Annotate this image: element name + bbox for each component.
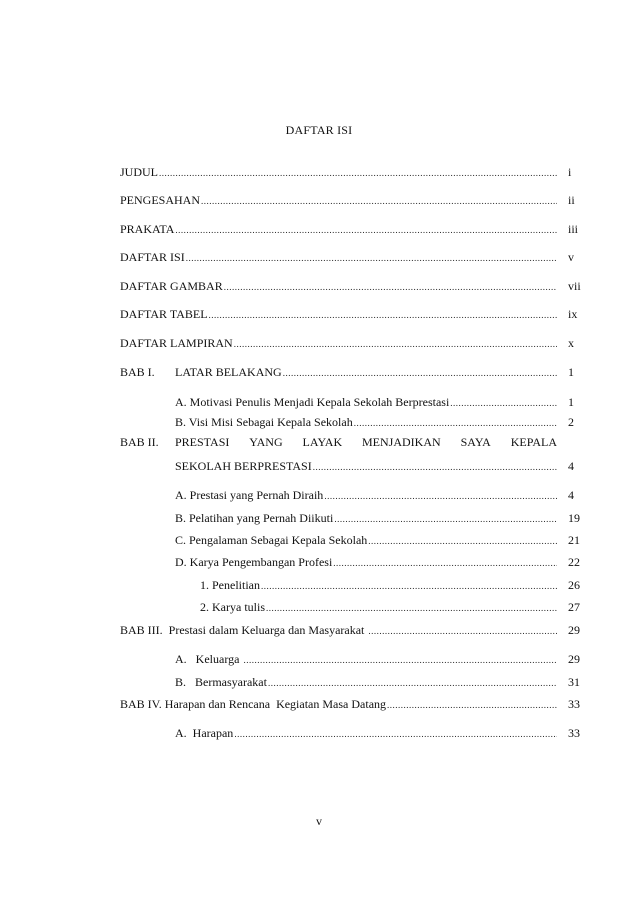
leader-dots	[224, 279, 557, 295]
toc-entry-page: 29	[568, 652, 580, 666]
toc-entry-page: 33	[568, 726, 580, 740]
page-number-footer: v	[316, 814, 322, 828]
heading-word: MENJADIKAN	[362, 435, 441, 449]
leader-dots	[333, 555, 557, 571]
heading-word: PRESTASI	[175, 435, 230, 449]
toc-entry-label: D. Karya Pengembangan Profesi	[175, 555, 333, 569]
toc-entry-page: 1	[568, 365, 574, 379]
leader-dots	[324, 488, 557, 504]
toc-entry-label: B. Bermasyarakat	[175, 675, 267, 689]
toc-entry-page: ix	[568, 307, 578, 321]
chapter-number: BAB I.	[120, 365, 155, 379]
toc-entry-page: x	[568, 336, 574, 350]
toc-entry-page: 4	[568, 459, 574, 473]
heading-word: YANG	[249, 435, 283, 449]
toc-entry-page: i	[568, 165, 572, 179]
leader-dots	[175, 222, 557, 238]
toc-entry-daftar-tabel[interactable]	[120, 306, 557, 322]
toc-entry-page: 27	[568, 600, 580, 614]
toc-subentry[interactable]	[175, 394, 557, 410]
toc-entry-page: 29	[568, 623, 580, 637]
toc-entry-bab1[interactable]	[175, 364, 557, 380]
leader-dots	[201, 193, 557, 209]
toc-entry-daftar-lampiran[interactable]	[120, 335, 557, 351]
toc-entry-judul[interactable]	[120, 164, 557, 180]
toc-subsubentry[interactable]	[200, 599, 557, 615]
leader-dots	[354, 415, 557, 431]
toc-entry-label: DAFTAR LAMPIRAN	[120, 336, 233, 350]
toc-subentry[interactable]	[175, 487, 557, 503]
toc-entry-page: 2	[568, 415, 574, 429]
toc-entry-label: BAB III. Prestasi dalam Keluarga dan Masyarakat	[120, 623, 368, 637]
toc-entry-label: BAB IV. Harapan dan Rencana Kegiatan Masa Datang	[120, 697, 387, 711]
leader-dots	[268, 675, 557, 691]
toc-entry-page: 26	[568, 578, 580, 592]
toc-subsubentry[interactable]	[200, 577, 557, 593]
toc-entry-label: A. Keluarga	[175, 652, 243, 666]
leader-dots	[313, 459, 557, 475]
leader-dots	[209, 307, 557, 323]
toc-entry-label: SEKOLAH BERPRESTASI	[175, 459, 312, 473]
leader-dots	[368, 623, 557, 639]
toc-entry-label: PENGESAHAN	[120, 193, 201, 207]
toc-entry-page: 33	[568, 697, 580, 711]
toc-entry-label: DAFTAR ISI	[120, 250, 185, 264]
toc-entry-bab2-line1[interactable]	[175, 434, 557, 450]
toc-subentry[interactable]	[175, 554, 557, 570]
toc-entry-label: A. Prestasi yang Pernah Diraih	[175, 488, 324, 502]
toc-entry-page: 21	[568, 533, 580, 547]
toc-entry-prakata[interactable]	[120, 221, 557, 237]
leader-dots	[387, 697, 557, 713]
toc-subentry[interactable]	[175, 651, 557, 667]
leader-dots	[159, 165, 557, 181]
toc-entry-page: 1	[568, 395, 574, 409]
heading-word: KEPALA	[510, 435, 557, 449]
heading-word: LAYAK	[302, 435, 343, 449]
toc-entry-pengesahan[interactable]	[120, 192, 557, 208]
leader-dots	[186, 250, 557, 266]
toc-entry-page: ii	[568, 193, 575, 207]
page-title: DAFTAR ISI	[285, 123, 353, 137]
toc-entry-page: vii	[568, 279, 581, 293]
leader-dots	[283, 365, 557, 381]
toc-subentry[interactable]	[175, 725, 557, 741]
toc-entry-bab3[interactable]	[120, 622, 557, 638]
toc-entry-page: iii	[568, 222, 579, 236]
toc-entry-label: 1. Penelitian	[200, 578, 260, 592]
leader-dots	[234, 726, 557, 742]
toc-entry-label: PRAKATA	[120, 222, 175, 236]
toc-entry-label: B. Visi Misi Sebagai Kepala Sekolah	[175, 415, 353, 429]
toc-entry-label: DAFTAR TABEL	[120, 307, 208, 321]
leader-dots	[234, 336, 557, 352]
toc-subentry[interactable]	[175, 674, 557, 690]
leader-dots	[334, 511, 557, 527]
chapter-number: BAB II.	[120, 435, 159, 449]
toc-entry-label: B. Pelatihan yang Pernah Diikuti	[175, 511, 334, 525]
toc-entry-page: 31	[568, 675, 580, 689]
toc-entry-page: v	[568, 250, 574, 264]
toc-entry-label: LATAR BELAKANG	[175, 365, 282, 379]
leader-dots	[266, 600, 557, 616]
toc-entry-label: A. Harapan	[175, 726, 234, 740]
toc-entry-label: JUDUL	[120, 165, 158, 179]
leader-dots	[243, 652, 557, 668]
toc-entry-page: 22	[568, 555, 580, 569]
toc-entry-page: 4	[568, 488, 574, 502]
toc-entry-daftar-gambar[interactable]	[120, 278, 557, 294]
leader-dots	[261, 578, 557, 594]
toc-entry-daftar-isi[interactable]	[120, 249, 557, 265]
heading-word: SAYA	[460, 435, 491, 449]
toc-subentry[interactable]	[175, 510, 557, 526]
toc-entry-label: C. Pengalaman Sebagai Kepala Sekolah	[175, 533, 368, 547]
toc-entry-label: A. Motivasi Penulis Menjadi Kepala Sekolah Berprestasi	[175, 395, 450, 409]
toc-subentry[interactable]	[175, 414, 557, 430]
toc-subentry[interactable]	[175, 532, 557, 548]
toc-entry-page: 19	[568, 511, 580, 525]
leader-dots	[368, 533, 557, 549]
toc-entry-label: DAFTAR GAMBAR	[120, 279, 223, 293]
toc-entry-bab4[interactable]	[120, 696, 557, 712]
leader-dots	[450, 395, 557, 411]
toc-entry-bab2[interactable]	[175, 458, 557, 474]
toc-entry-label: 2. Karya tulis	[200, 600, 265, 614]
